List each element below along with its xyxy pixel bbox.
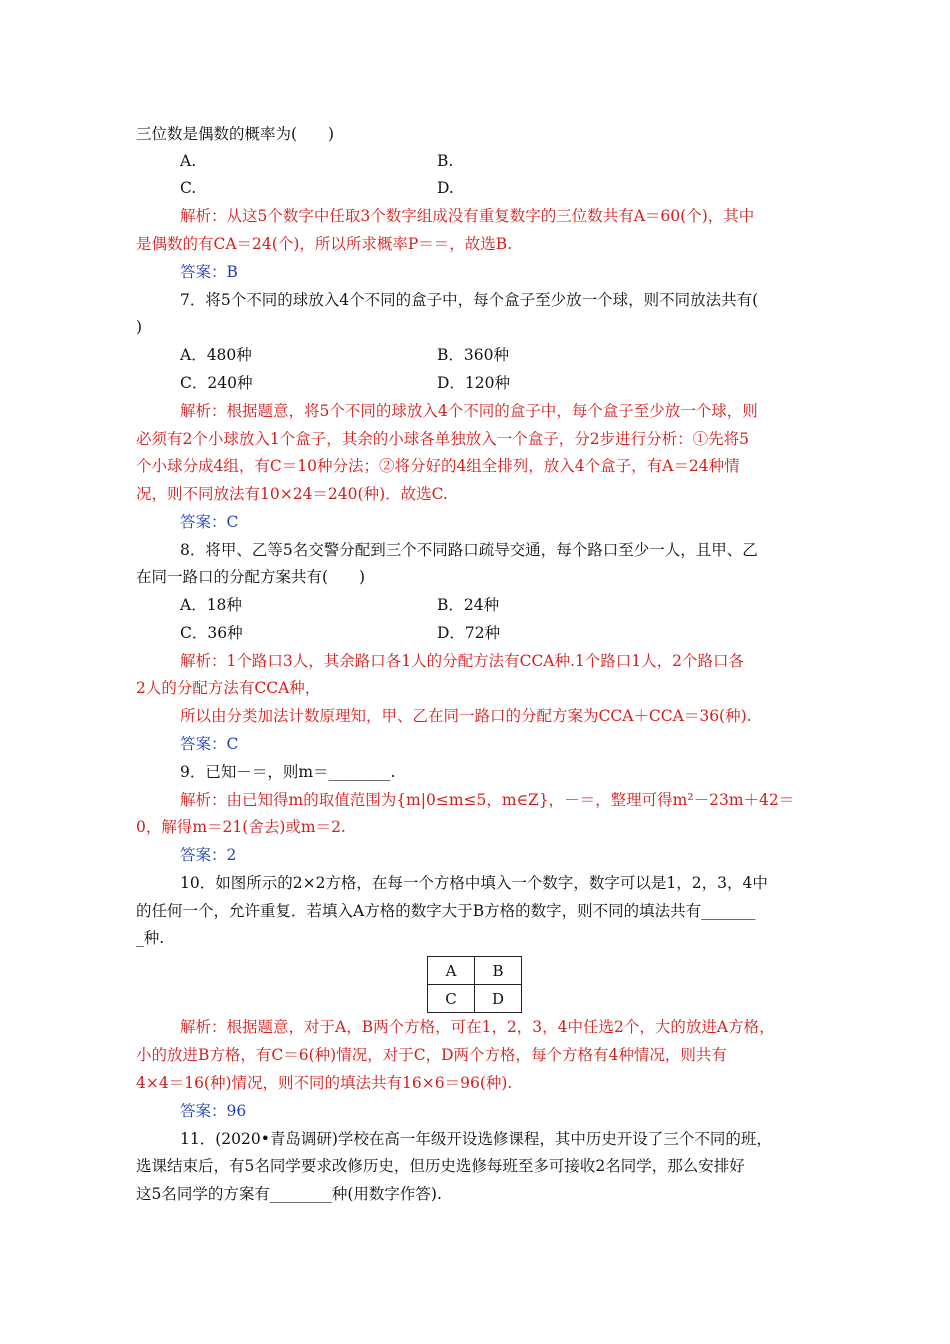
text-line: ) bbox=[136, 318, 143, 336]
text-line: A．480种 bbox=[180, 346, 252, 364]
text-line: 0，解得m＝21(舍去)或m＝2. bbox=[136, 818, 346, 836]
text-line: C．36种 bbox=[180, 624, 243, 642]
text-line: 三位数是偶数的概率为( ) bbox=[136, 125, 335, 143]
text-line: 况，则不同放法有10×24＝240(种)．故选C. bbox=[136, 485, 448, 503]
text-line: 必须有2个小球放入1个盒子，其余的小球各单独放入一个盒子，分2步进行分析：①先将5 bbox=[136, 430, 749, 448]
text-line: 个小球分成4组，有C＝10种分法；②将分好的4组全排列，放入4个盒子，有A＝24种情 bbox=[136, 457, 740, 475]
text-line: 答案：C bbox=[180, 513, 239, 531]
grid-cell-c: C bbox=[428, 985, 475, 1013]
grid-cell-a: A bbox=[428, 957, 475, 985]
text-line: B. bbox=[437, 152, 454, 170]
grid-cell-d: D bbox=[475, 985, 522, 1013]
text-line: _种. bbox=[136, 929, 165, 947]
text-line: A. bbox=[180, 152, 197, 170]
text-line: D．120种 bbox=[437, 374, 511, 392]
text-line: 7．将5个不同的球放入4个不同的盒子中，每个盒子至少放一个球，则不同放法共有( bbox=[180, 291, 759, 309]
text-line: 解析：从这5个数字中任取3个数字组成没有重复数字的三位数共有A＝60(个)，其中 bbox=[180, 207, 755, 225]
text-line: 是偶数的有CA＝24(个)，所以所求概率P＝＝，故选B. bbox=[136, 235, 513, 253]
text-line: 2人的分配方法有CCA种， bbox=[136, 679, 321, 697]
text-line: 解析：由已知得m的取值范围为{m|0≤m≤5，m∈Z}，－＝，整理可得m²－23m＋42＝ bbox=[180, 791, 795, 809]
text-line: D．72种 bbox=[437, 624, 501, 642]
text-line: 答案：2 bbox=[180, 846, 237, 864]
text-line: 11．(2020•青岛调研)学校在高一年级开设选修课程，其中历史开设了三个不同的班， bbox=[180, 1130, 772, 1148]
text-line: B．360种 bbox=[437, 346, 509, 364]
text-line: 4×4＝16(种)情况，则不同的填法共有16×6＝96(种). bbox=[136, 1074, 513, 1092]
text-line: C．240种 bbox=[180, 374, 253, 392]
text-line: 选课结束后，有5名同学要求改修历史，但历史选修每班至多可接收2名同学，那么安排好 bbox=[136, 1157, 745, 1175]
text-line: 这5名同学的方案有________种(用数字作答). bbox=[136, 1185, 442, 1203]
text-line: 9．已知－＝，则m＝________. bbox=[180, 763, 396, 781]
text-line: 答案：C bbox=[180, 735, 239, 753]
text-line: 8．将甲、乙等5名交警分配到三个不同路口疏导交通，每个路口至少一人，且甲、乙 bbox=[180, 541, 758, 559]
text-line: 在同一路口的分配方案共有( ) bbox=[136, 568, 366, 586]
text-line: 解析：根据题意，对于A，B两个方格，可在1，2，3，4中任选2个，大的放进A方格， bbox=[180, 1018, 775, 1036]
grid-cell-b: B bbox=[475, 957, 522, 985]
text-line: 解析：根据题意，将5个不同的球放入4个不同的盒子中，每个盒子至少放一个球，则 bbox=[180, 402, 758, 420]
text-line: C. bbox=[180, 179, 197, 197]
text-line: D. bbox=[437, 179, 454, 197]
text-line: 所以由分类加法计数原理知，甲、乙在同一路口的分配方案为CCA＋CCA＝36(种). bbox=[180, 707, 752, 725]
text-line: 答案：B bbox=[180, 263, 238, 281]
text-line: 10．如图所示的2×2方格，在每一个方格中填入一个数字，数字可以是1，2，3，4中 bbox=[180, 874, 768, 892]
text-line: 解析：1个路口3人，其余路口各1人的分配方法有CCA种.1个路口1人，2个路口各 bbox=[180, 652, 745, 670]
text-line: A．18种 bbox=[180, 596, 242, 614]
text-line: 小的放进B方格，有C＝6(种)情况，对于C，D两个方格，每个方格有4种情况，则共有 bbox=[136, 1046, 727, 1064]
grid-2x2-figure bbox=[427, 956, 522, 1013]
text-line: 的任何一个，允许重复．若填入A方格的数字大于B方格的数字，则不同的填法共有_______ bbox=[136, 902, 756, 920]
text-line: 答案：96 bbox=[180, 1102, 247, 1120]
text-line: B．24种 bbox=[437, 596, 500, 614]
